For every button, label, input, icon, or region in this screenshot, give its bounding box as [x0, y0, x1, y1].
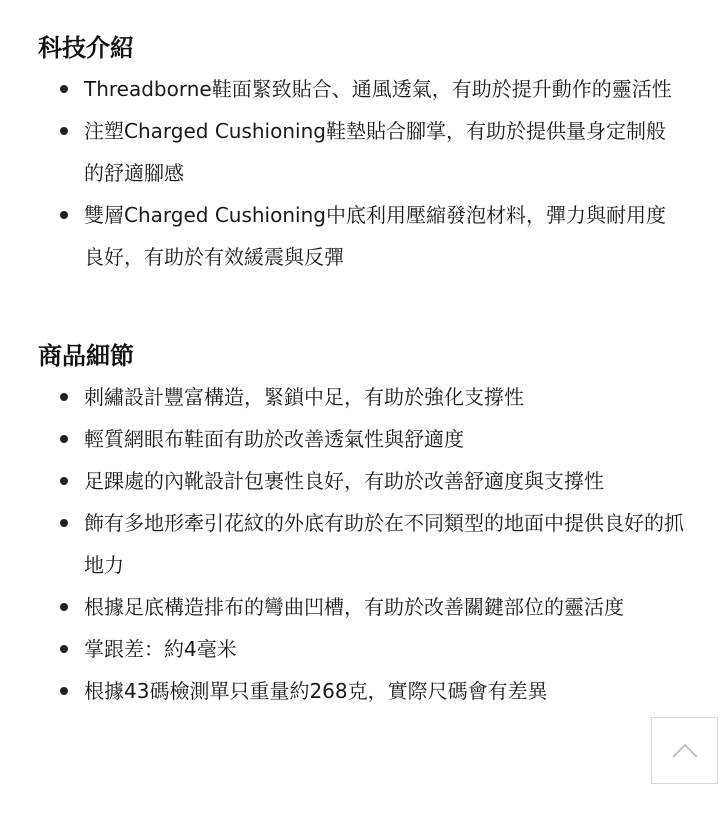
- bullet-dot: [60, 393, 68, 401]
- list-item: [0, 110, 720, 194]
- list-item-text: 根據43碼檢測單只重量約268克，實際尺碼會有差異: [84, 679, 548, 703]
- list-item-text: 刺繡設計豐富構造，緊鎖中足，有助於強化支撐性: [84, 385, 524, 409]
- bullet-dot: [60, 603, 68, 611]
- list-item-text: 足踝處的內靴設計包裹性良好，有助於改善舒適度與支撐性: [84, 469, 604, 493]
- details-heading: 商品細節: [38, 342, 134, 370]
- list-item: [0, 376, 720, 418]
- back-to-top-button[interactable]: [651, 717, 718, 784]
- list-item: [0, 502, 720, 586]
- bullet-dot: [60, 127, 68, 135]
- list-item: [0, 628, 720, 670]
- bullet-dot: [60, 211, 68, 219]
- bullet-dot: [60, 435, 68, 443]
- list-item: [0, 586, 720, 628]
- details-list: [0, 376, 720, 712]
- list-item: [0, 194, 720, 278]
- list-item-text: 輕質網眼布鞋面有助於改善透氣性與舒適度: [84, 427, 464, 451]
- bullet-dot: [60, 477, 68, 485]
- list-item-text: 雙層Charged Cushioning中底利用壓縮發泡材料，彈力與耐用度良好，有助於有效緩震與反彈: [84, 203, 666, 269]
- list-item: [0, 418, 720, 460]
- tech-section: [0, 28, 720, 278]
- list-item-text: 根據足底構造排布的彎曲凹槽，有助於改善關鍵部位的靈活度: [84, 595, 624, 619]
- tech-list: [0, 68, 720, 278]
- list-item: [0, 460, 720, 502]
- tech-heading: 科技介紹: [38, 34, 134, 62]
- bullet-dot: [60, 687, 68, 695]
- bullet-dot: [60, 519, 68, 527]
- list-item-text: 飾有多地形牽引花紋的外底有助於在不同類型的地面中提供良好的抓地力: [84, 511, 684, 577]
- list-item-text: 注塑Charged Cushioning鞋墊貼合腳掌，有助於提供量身定制般的舒適腳感: [84, 119, 666, 185]
- list-item-text: 掌跟差：約4毫米: [84, 637, 237, 661]
- chevron-up-icon: [671, 743, 699, 759]
- list-item: [0, 68, 720, 110]
- bullet-dot: [60, 85, 68, 93]
- bullet-dot: [60, 645, 68, 653]
- details-section: [0, 336, 720, 712]
- list-item: [0, 670, 720, 712]
- list-item-text: Threadborne鞋面緊致貼合、通風透氣，有助於提升動作的靈活性: [84, 77, 672, 101]
